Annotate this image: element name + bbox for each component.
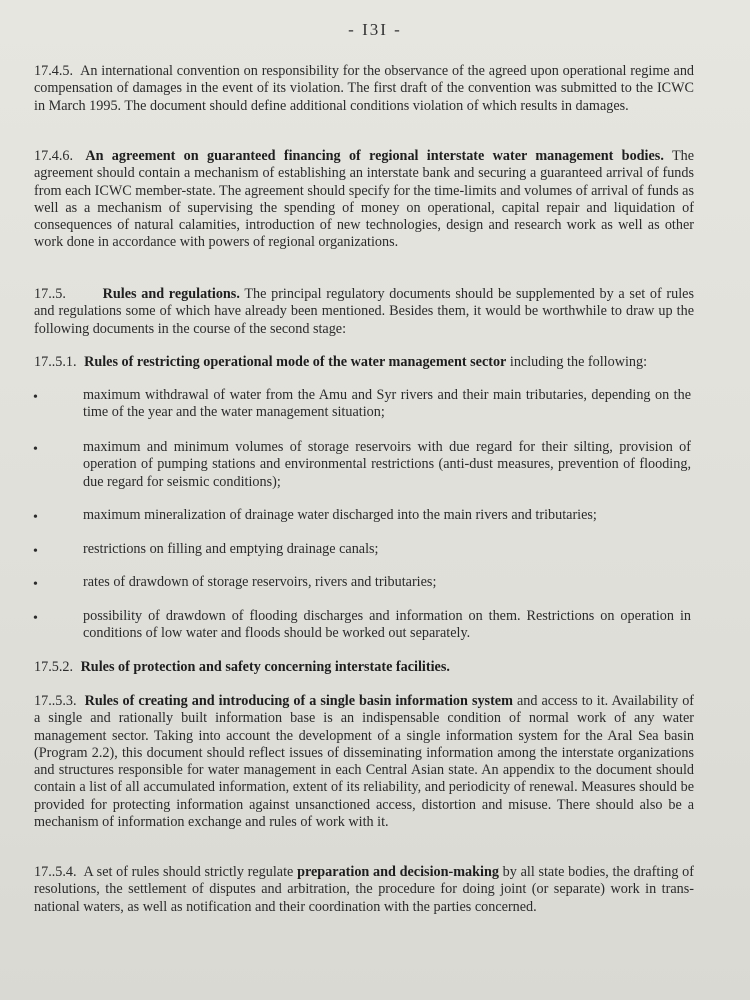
section-heading: An agreement on guaranteed financing of regional interstate water management bodies. bbox=[85, 148, 664, 164]
bullet-marker: • bbox=[33, 510, 38, 525]
paragraph-17-4-5 bbox=[34, 63, 694, 115]
page-number: - I3I - bbox=[348, 20, 402, 39]
section-number: 17.4.6. bbox=[34, 148, 74, 164]
bullet-item: possibility of drawdown of flooding discharges and information on them. Restrictions on operation in conditions of low water and floods should be worked out separately. bbox=[83, 608, 691, 642]
section-number: 17.4.5. bbox=[34, 63, 74, 79]
section-heading: preparation and decision-making bbox=[297, 864, 499, 880]
section-number: 17..5.3. bbox=[34, 693, 77, 709]
section-number: 17.5.2. bbox=[34, 659, 74, 675]
bullet-marker: • bbox=[33, 577, 38, 592]
paragraph-text: including the following: bbox=[509, 354, 648, 370]
section-heading: Rules of restricting operational mode of the water management sector bbox=[84, 354, 507, 370]
paragraph-text: A set of rules should strictly regulate bbox=[83, 864, 294, 880]
section-heading: Rules of protection and safety concerning interstate facilities. bbox=[80, 659, 450, 675]
bullet-marker: • bbox=[33, 611, 38, 626]
paragraph-17-4-6 bbox=[34, 148, 694, 252]
section-heading: Rules and regulations. bbox=[102, 286, 240, 302]
paragraph-17-5-4 bbox=[34, 864, 694, 916]
paragraph-17-5-2 bbox=[34, 659, 694, 676]
bullet-marker: • bbox=[33, 544, 38, 559]
paragraph-text: by all state bodies, the drafting of resolutions, the settlement of disputes and arbitration, the procedure for doing joint (or separate) work in trans-national waters, as well as notification and their coordination with the parties concerned. bbox=[34, 864, 694, 915]
paragraph-17-5-3 bbox=[34, 693, 694, 831]
bullet-item: restrictions on filling and emptying drainage canals; bbox=[83, 541, 379, 557]
bullet-item: rates of drawdown of storage reservoirs, rivers and tributaries; bbox=[83, 574, 437, 590]
bullet-marker: • bbox=[33, 390, 38, 405]
bullet-item: maximum mineralization of drainage water discharged into the main rivers and tributaries; bbox=[83, 507, 597, 523]
section-number: 17..5.4. bbox=[34, 864, 77, 880]
paragraph-text: The principal regulatory documents should be supplemented by a set of rules and regulations some of which have already been mentioned. Besides them, it would be worthwhile to draw up the following documents in the course of the second stage: bbox=[34, 286, 694, 337]
paragraph-17-5 bbox=[34, 286, 694, 338]
section-number: 17..5.1. bbox=[34, 354, 77, 370]
section-number: 17..5. bbox=[34, 286, 66, 302]
paragraph-17-5-1 bbox=[34, 354, 694, 371]
paragraph-text: and access to it. Availability of a single and rationally built information base is an indispensable condition of normal work of any water management sector. Taking into account the development of a single information system for the Aral Sea basin (Program 2.2), this document should reflect issues of disseminating information among the interstate organizations and structures responsible for water management in each Central Asian state. An appendix to the document should contain a list of all accumulated information, extent of its reliability, and periodicity of renewal. Measures should be provided for protecting information against unsanctioned access, distortion and misuse. There should also be a mechanism of information exchange and rules of work with it. bbox=[34, 693, 695, 831]
paragraph-text: An international convention on responsibility for the observance of the agreed upon operational regime and compensation of damages in the event of its violation. The first draft of the convention was submitted to the ICWC in March 1995. The document should define additional conditions violation of which results in damages. bbox=[34, 63, 695, 114]
bullet-item: maximum withdrawal of water from the Amu and Syr rivers and their main tributaries, depending on the time of the year and the water management situation; bbox=[83, 387, 691, 421]
section-heading: Rules of creating and introducing of a single basin information system bbox=[84, 693, 513, 709]
paragraph-text: The agreement should contain a mechanism of establishing an interstate bank and securing a guaranteed arrival of funds from each ICWC member-state. The agreement should specify for the time-limits and volumes of arrival of funds as well as a mechanism of supervising the spending of money on operational, capital repair and liquidation of consequences of natural calamities, introduction of new technologies, design and research work as well as other work done in accordance with powers of regional organizations. bbox=[34, 148, 695, 251]
bullet-marker: • bbox=[33, 442, 38, 457]
bullet-item: maximum and minimum volumes of storage reservoirs with due regard for their silting, provision of operation of pumping stations and environmental restrictions (anti-dust measures, prevention of flooding, due regard for seismic conditions); bbox=[83, 439, 691, 490]
